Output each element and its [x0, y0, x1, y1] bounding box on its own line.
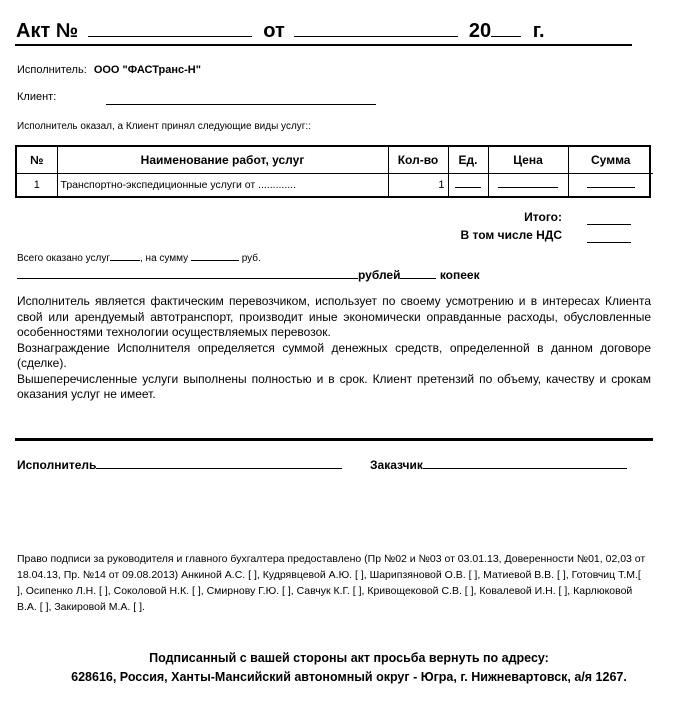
- customer-signature: [370, 458, 627, 472]
- customer-signature-blank: [423, 467, 627, 469]
- services-mid: , на сумму: [139, 253, 189, 264]
- row-price: [488, 173, 568, 196]
- client-label: Клиент:: [17, 91, 57, 103]
- executor-signature-blank: [96, 467, 342, 469]
- signature-authority-note: Право подписи за руководителя и главного бухгалтера предоставлено (Пр №02 и №03 от 03.01.13, Доверенности №01, 02,03 от 18.04.13, Пр. №14 от 09.08.2013) Анкиной А.С. [ ], Кудрявцевой А.Ю. [ ], Шарипзяновой О.В. [ ], Матиевой В.В. [ ], Готовчиц Т.М.[ ], Осипенко Л.Н. [ ], Соколовой Н.К. [ ], Смирнову Г.Ю. [ ], Савчук К.Г. [ ], Кривощековой С.В. [ ], Ковалевой И.Н. [ ], Карлюковой В.А. [ ], Закировой М.А. [ ].: [17, 553, 646, 613]
- executor-line: [17, 64, 201, 76]
- services-summary: [17, 253, 261, 264]
- kopecks-blank: [400, 277, 436, 279]
- services-suffix: руб.: [241, 253, 261, 264]
- table-row: [17, 173, 653, 196]
- table-header-row: [17, 147, 653, 173]
- row-sum: [568, 173, 653, 196]
- title-rule: [15, 44, 632, 46]
- col-header-unit: Ед.: [448, 147, 488, 173]
- client-blank: [106, 104, 376, 105]
- act-date-blank: [294, 35, 458, 37]
- executor-label: Исполнитель:: [17, 64, 87, 76]
- col-header-num: №: [17, 147, 57, 173]
- executor-name: ООО "ФАСТранс-Н": [93, 64, 201, 76]
- paragraph-carrier: Исполнитель является фактическим перевозчиком, использует по своему усмотрению и в интересах Клиента свой или арендуемый автотранспорт, производит иные экономически оправданные расходы, обусловленные особенностями технологии осуществляемых перевозок.: [17, 294, 651, 339]
- vat-blank: [587, 242, 631, 243]
- act-number-blank: [88, 35, 252, 37]
- return-note-address: 628616, Россия, Ханты-Мансийский автономный округ - Югра, г. Нижневартовск, а/я 1267.: [71, 670, 627, 684]
- kopecks-label: копеек: [439, 268, 480, 282]
- vat-label: В том числе НДС: [460, 228, 562, 242]
- amount-words-line: [17, 268, 480, 282]
- act-year-blank: [491, 35, 521, 37]
- services-count-blank: [110, 259, 140, 261]
- act-year-suffix: г.: [532, 20, 545, 42]
- row-unit: [448, 173, 488, 196]
- col-header-qty: Кол-во: [388, 147, 448, 173]
- executor-signature: [17, 458, 342, 472]
- rubles-label: рублей: [358, 268, 401, 282]
- row-qty: 1: [388, 173, 448, 196]
- act-from-label: от: [263, 20, 285, 42]
- client-line: [17, 91, 56, 103]
- services-amount-blank: [191, 259, 239, 261]
- row-num: 1: [17, 173, 57, 196]
- row-name: Транспортно-экспедиционные услуги от .............: [57, 173, 388, 196]
- paragraph-acceptance: Вышеперечисленные услуги выполнены полностью и в срок. Клиент претензий по объему, качеству и срокам оказания услуг не имеет.: [17, 371, 651, 401]
- col-header-price: Цена: [488, 147, 568, 173]
- return-note-line1: Подписанный с вашей стороны акт просьба вернуть по адресу:: [149, 651, 549, 665]
- col-header-sum: Сумма: [568, 147, 653, 173]
- services-prefix: Всего оказано услуг: [17, 253, 110, 264]
- col-header-name: Наименование работ, услуг: [57, 147, 388, 173]
- act-title: [16, 20, 545, 43]
- total-blank: [587, 224, 631, 225]
- body-text: [17, 294, 651, 403]
- intro-text: Исполнитель оказал, а Клиент принял следующие виды услуг::: [17, 121, 311, 132]
- executor-signature-label: Исполнитель: [17, 458, 97, 472]
- separator-rule: [15, 438, 653, 441]
- act-year-prefix: 20: [468, 20, 492, 42]
- amount-words-blank: [17, 277, 358, 279]
- paragraph-fee: Вознаграждение Исполнителя определяется суммой денежных средств, определенной в данном договоре (сделке).: [17, 340, 651, 370]
- customer-signature-label: Заказчик: [370, 458, 423, 472]
- total-label: Итого:: [524, 210, 562, 224]
- act-label: Акт №: [16, 20, 79, 42]
- services-table: [15, 145, 651, 198]
